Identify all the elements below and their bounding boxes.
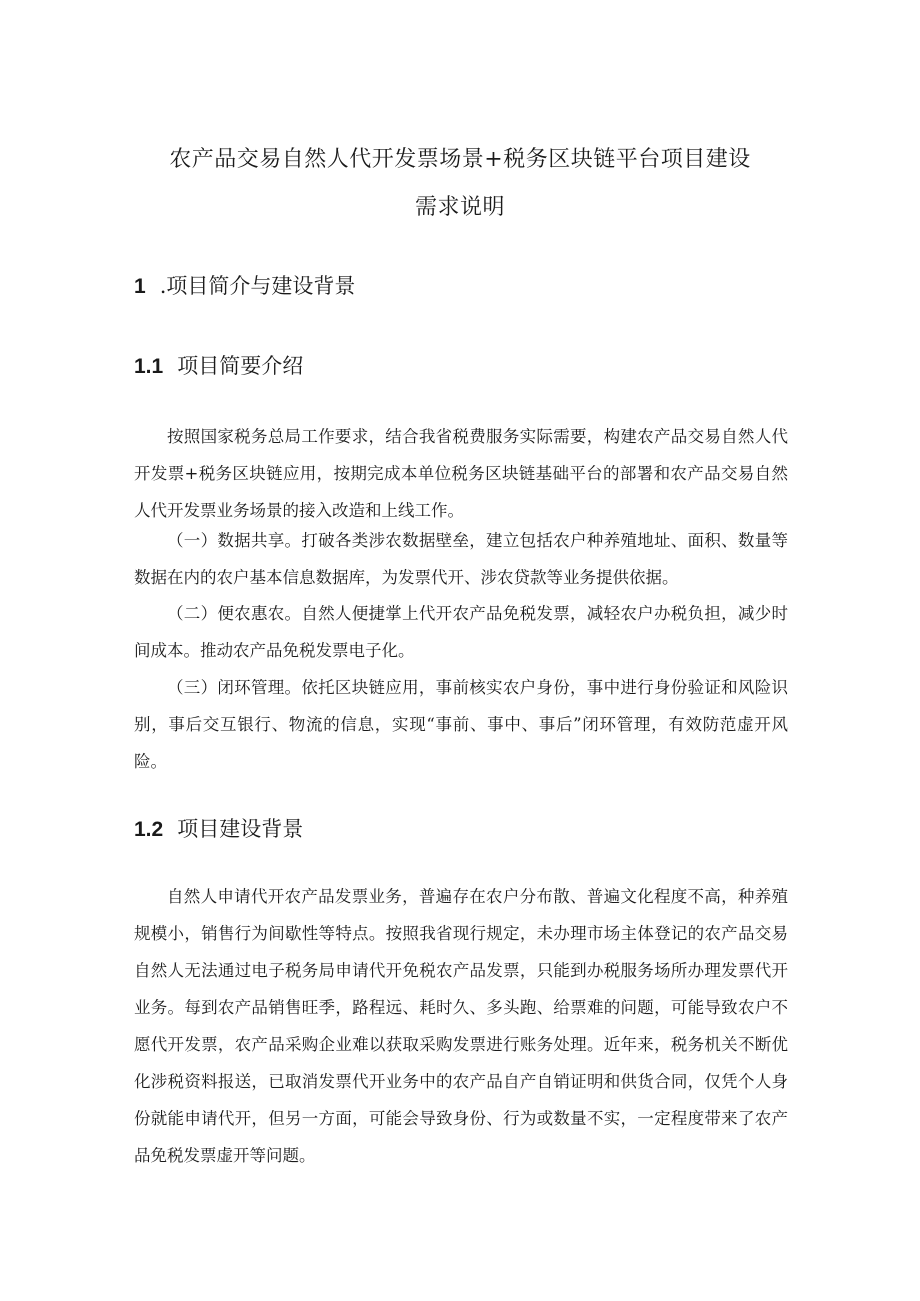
document-title-line1: 农产品交易自然人代开发票场景+税务区块链平台项目建设 [169,147,751,172]
section-1-1-number: 1.1 [134,355,164,378]
section-1-2-title: 项目建设背景 [177,817,304,841]
section-1-2-number: 1.2 [134,818,164,841]
paragraph-intro: 按照国家税务总局工作要求，结合我省税费服务实际需要，构建农产品交易自然人代开发票+税务区块链应用，按期完成本单位税务区块链基础平台的部署和农产品交易自然人代开发票业务场景的接入改造和上线工作。 [134,427,788,520]
paragraph-closed-loop: （三）闭环管理。依托区块链应用，事前核实农户身份，事中进行身份验证和风险识别，事后交互银行、物流的信息，实现“事前、事中、事后”闭环管理，有效防范虚开风险。 [134,678,788,771]
section-1-title: .项目简介与建设背景 [159,274,356,298]
paragraph-convenience: （二）便农惠农。自然人便捷掌上代开农产品免税发票，减轻农户办税负担，减少时间成本。推动农产品免税发票电子化。 [134,604,788,660]
section-1-number: 1 [134,275,146,298]
section-1-heading [134,270,355,300]
paragraph-background: 自然人申请代开农产品发票业务，普遍存在农户分布散、普遍文化程度不高，种养殖规模小，销售行为间歇性等特点。按照我省现行规定，未办理市场主体登记的农产品交易自然人无法通过电子税务局申请代开免税农产品发票，只能到办税服务场所办理发票代开业务。每到农产品销售旺季，路程远、耗时久、多头跑、给票难的问题，可能导致农户不愿代开发票，农产品采购企业难以获取采购发票进行账务处理。近年来，税务机关不断优化涉税资料报送，已取消发票代开业务中的农产品自产自销证明和供货合同，仅凭个人身份就能申请代开，但另一方面，可能会导致身份、行为或数量不实，一定程度带来了农产品免税发票虚开等问题。 [134,887,788,1165]
paragraph-data-sharing: （一）数据共享。打破各类涉农数据壁垒，建立包括农户种养殖地址、面积、数量等数据在内的农户基本信息数据库，为发票代开、涉农贷款等业务提供依据。 [134,531,788,587]
section-1-1-heading [134,350,303,380]
section-1-1-title: 项目简要介绍 [177,354,304,378]
document-title-line2: 需求说明 [414,195,505,220]
section-1-2-heading [134,813,303,843]
